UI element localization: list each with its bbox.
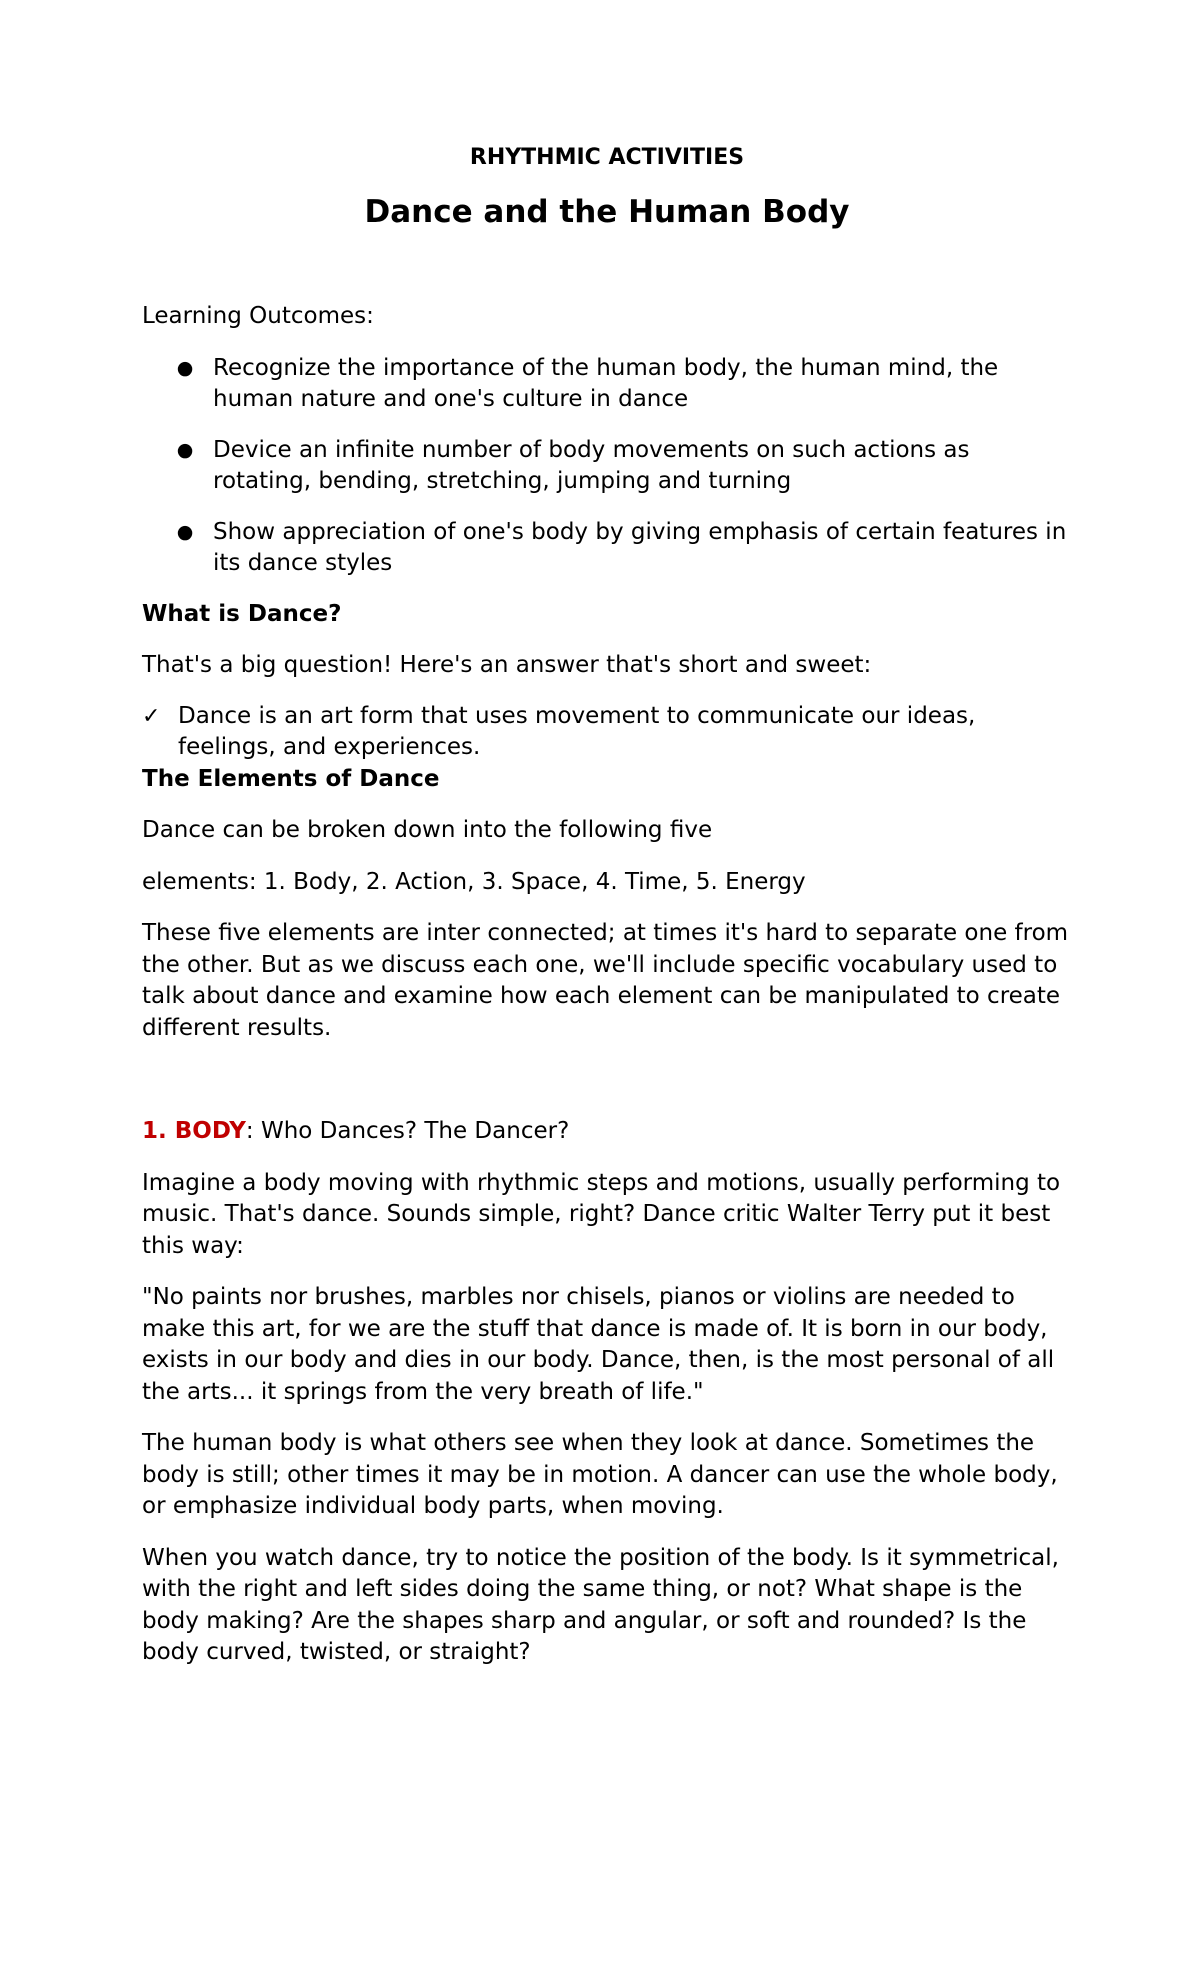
learning-outcomes-list [142, 353, 1072, 580]
what-is-dance-heading: What is Dance? [142, 600, 342, 627]
bullet-dot-icon: ● [176, 356, 194, 379]
dance-definition-list [142, 701, 1072, 764]
learning-outcome-text: Device an infinite number of body movements on such actions as rotating, bending, stretching, jumping and turning [213, 436, 970, 494]
bullet-dot-icon: ● [176, 438, 194, 461]
dance-definition-item [142, 701, 1072, 764]
dance-definition-text: Dance is an art form that uses movement to communicate our ideas, feelings, and experiences. [178, 702, 976, 760]
elements-intro-line2: elements: 1. Body, 2. Action, 3. Space, 4. Time, 5. Energy [142, 868, 806, 895]
body-paragraph: The human body is what others see when they look at dance. Sometimes the body is still; other times it may be in motion. A dancer can use the whole body, or emphasize individual body parts, when moving. [142, 1430, 1058, 1519]
body-section-label: 1. BODY [142, 1118, 246, 1144]
learning-outcome-item [142, 435, 1072, 498]
body-section-heading [142, 1116, 1072, 1148]
document-title: Dance and the Human Body [364, 194, 850, 230]
body-section-subtitle: : Who Dances? The Dancer? [245, 1118, 570, 1144]
learning-outcome-item [142, 517, 1072, 580]
bullet-dot-icon: ● [176, 520, 194, 543]
elements-heading: The Elements of Dance [142, 765, 440, 792]
learning-outcome-text: Recognize the importance of the human body, the human mind, the human nature and one's culture in dance [213, 354, 999, 412]
document-kicker: RHYTHMIC ACTIVITIES [469, 145, 745, 170]
learning-outcomes-heading: Learning Outcomes: [142, 303, 374, 329]
document-content [142, 140, 1072, 1669]
checkmark-icon: ✓ [142, 703, 161, 729]
elements-intro-line1: Dance can be broken down into the following five [142, 817, 713, 843]
learning-outcome-item [142, 353, 1072, 416]
body-paragraph: Imagine a body moving with rhythmic steps and motions, usually performing to music. That's dance. Sounds simple, right? Dance critic Walter Terry put it best this way: [142, 1169, 1061, 1259]
elements-paragraph: These five elements are inter connected; at times it's hard to separate one from the other. But as we discuss each one, we'll include specific vocabulary used to talk about dance and examine how each element can be manipulated to create different results. [142, 920, 1069, 1041]
learning-outcome-text: Show appreciation of one's body by giving emphasis of certain features in its dance styles [213, 518, 1067, 576]
body-paragraph: When you watch dance, try to notice the position of the body. Is it symmetrical, with the right and left sides doing the same thing, or not? What shape is the body making? Are the shapes sharp and angular, or soft and rounded? Is the body curved, twisted, or straight? [142, 1544, 1059, 1665]
body-quote-paragraph: "No paints nor brushes, marbles nor chisels, pianos or violins are needed to make this art, for we are the stuff that dance is made of. It is born in our body, exists in our body and dies in our body. Dance, then, is the most personal of all the arts... it springs from the very breath of life." [142, 1284, 1055, 1405]
what-is-dance-intro: That's a big question! Here's an answer that's short and sweet: [142, 652, 872, 678]
